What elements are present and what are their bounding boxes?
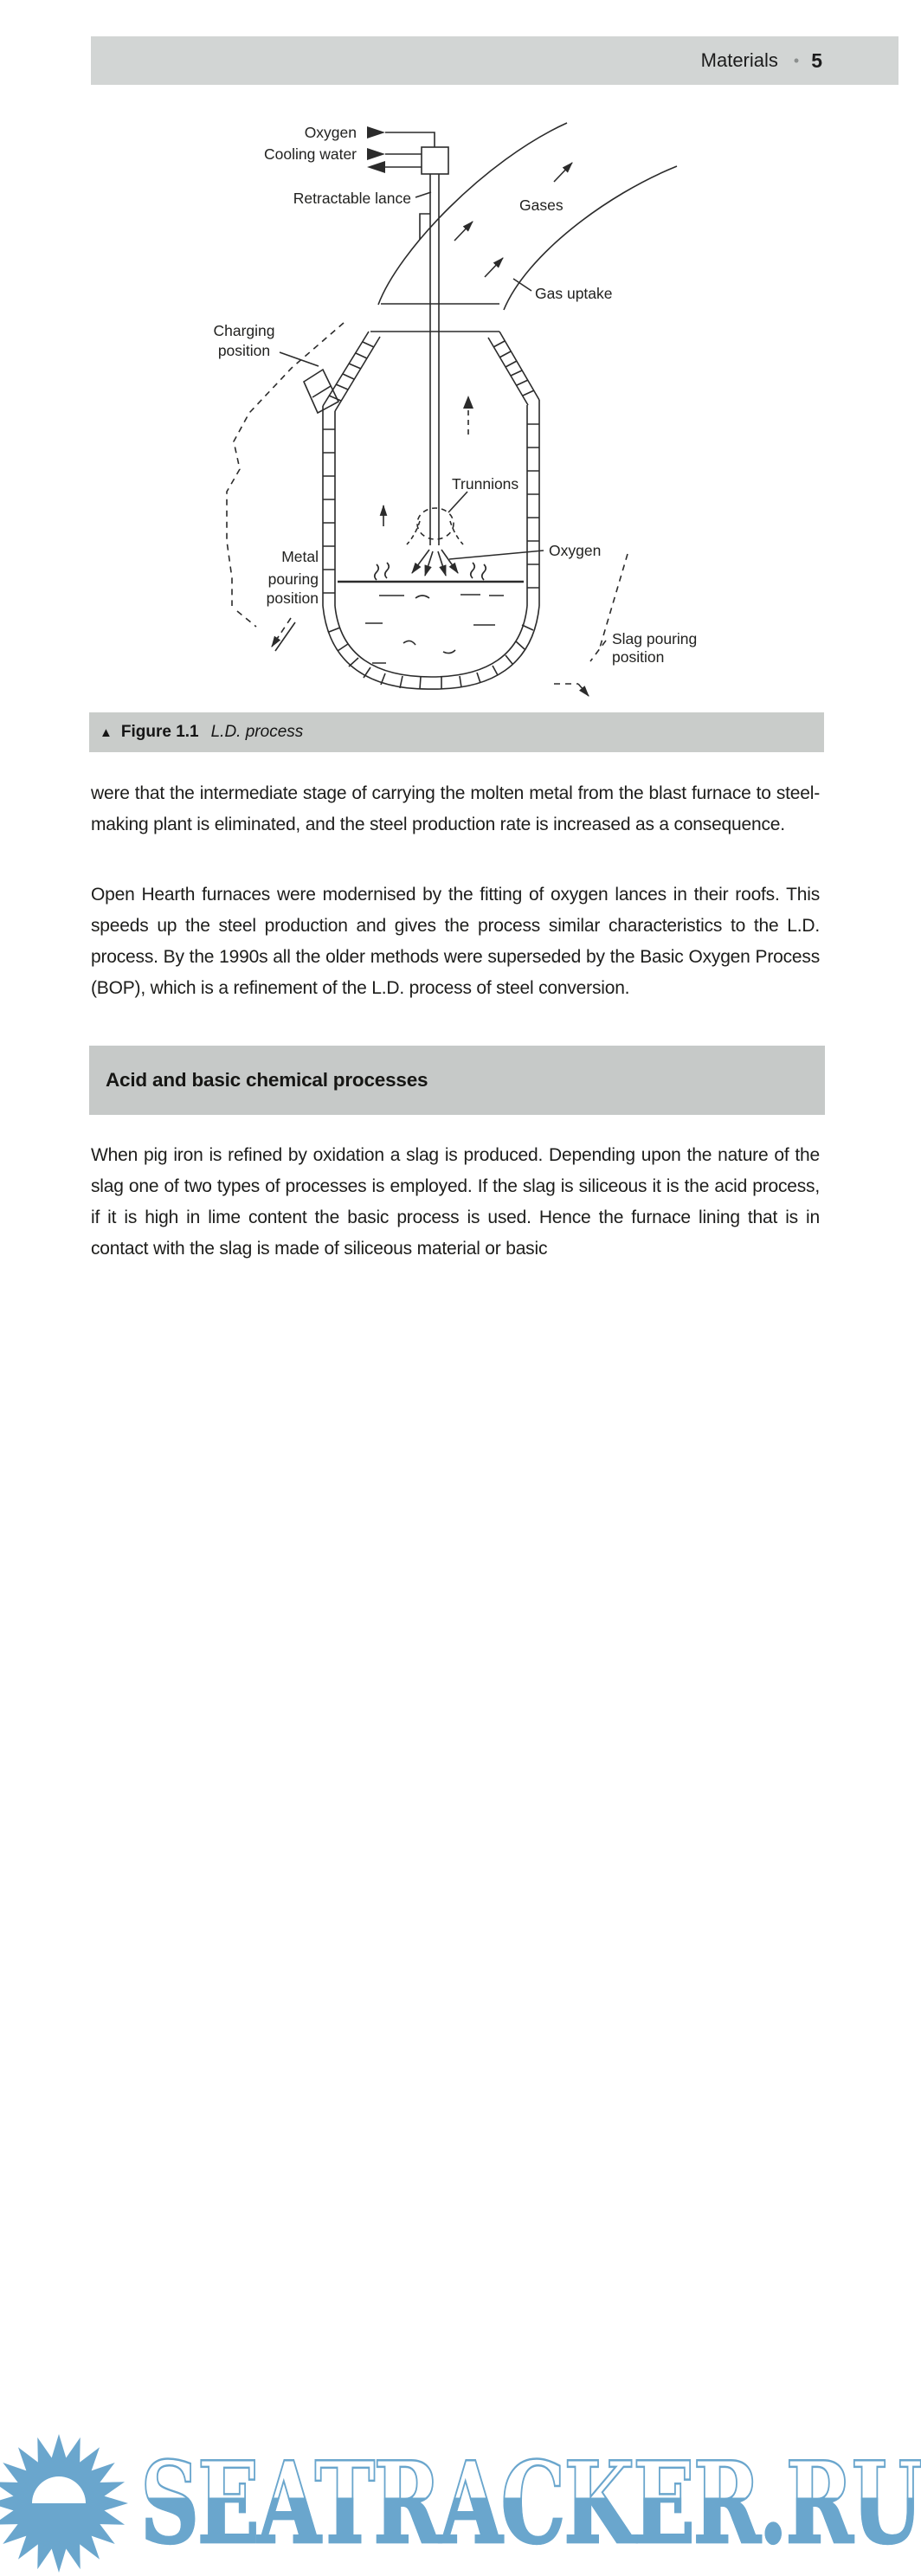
section-heading-bar [89,1046,825,1115]
trunnions-label: Trunnions [452,475,519,493]
lance-head-box [422,147,448,174]
slag-pour-arrow-icon [578,684,589,696]
cooling-water-label: Cooling water [264,145,357,163]
furnace-vessel [304,332,539,689]
figure-caption-label: Figure 1.1 [120,723,199,741]
metal-pouring-label-3: position [266,589,319,607]
metal-pour-arrow-icon [272,622,295,651]
caption-triangle-icon: ▲ [100,724,113,740]
trunnions-pointer-line [448,492,467,512]
cooling-water-out-arrow-icon [367,161,422,173]
steam-squiggles-icon [375,563,486,580]
oxygen-top-label: Oxygen [304,124,357,141]
metal-pouring-label-2: pouring [267,570,319,588]
page-number: 5 [811,48,822,72]
gas-rise-dashed-arrow-icon [463,396,473,435]
section-heading: Acid and basic chemical processes [106,1069,428,1091]
oxygen-inlet-arrow-icon [367,126,435,147]
figure-caption-text: L.D. process [210,723,304,741]
slag-pouring-label-2: position [612,648,665,666]
oxygen-pointer-line [449,551,544,559]
gas-uptake-pointer-line [513,279,531,291]
trunnion-circle [417,508,454,539]
charging-position-label-2: position [217,342,271,359]
ld-process-diagram [199,113,718,710]
liquid-texture-marks [365,595,504,663]
charging-pointer-line [280,352,319,366]
header-separator-dot: • [793,51,800,69]
charging-position-label-1: Charging [213,322,275,339]
paragraph-3: When pig iron is refined by oxidation a slag is produced. Depending upon the nature of the slag one of two types of processes is employed. If the slag is siliceous it is the acid process, if it is high in lime content the basic process is used. Hence the furnace lining that is in contact with the slag is made of siliceous material or basic [91,1145,820,1259]
watermark-text: SEATRACKER.RU [140,2437,921,2569]
lance-tube [430,174,439,545]
figure-caption-bar [89,712,824,752]
metal-pouring-label-1: Metal [281,548,319,565]
oxygen-spray-arrows-icon [407,521,463,576]
paragraph-2: Open Hearth furnaces were modernised by the fitting of oxygen lances in their roofs. This speeds up the steel production and gives the process similar characteristics to the L.D. process. By the 1990s all the older methods were superseded by the Basic Oxygen Process (BOP), which is a refinement of the L.D. process of steel conversion. [91,885,820,998]
gases-label: Gases [519,196,564,214]
gas-flow-arrow-icon [454,163,572,277]
running-head-title: Materials [700,49,778,71]
slag-pouring-label-1: Slag pouring [612,630,698,647]
sun-logo-icon [0,2429,135,2576]
lance-pointer-line [415,192,431,197]
page-header-bar [91,36,898,85]
retractable-lance-label: Retractable lance [293,190,411,207]
oxygen-mid-label: Oxygen [549,542,602,559]
gas-uptake-label: Gas uptake [535,285,613,302]
cooling-water-in-arrow-icon [367,148,422,160]
paragraph-1: were that the intermediate stage of carrying the molten metal from the blast furnace to steel-making plant is eliminated, and the steel production rate is increased as a consequence. [91,783,820,834]
